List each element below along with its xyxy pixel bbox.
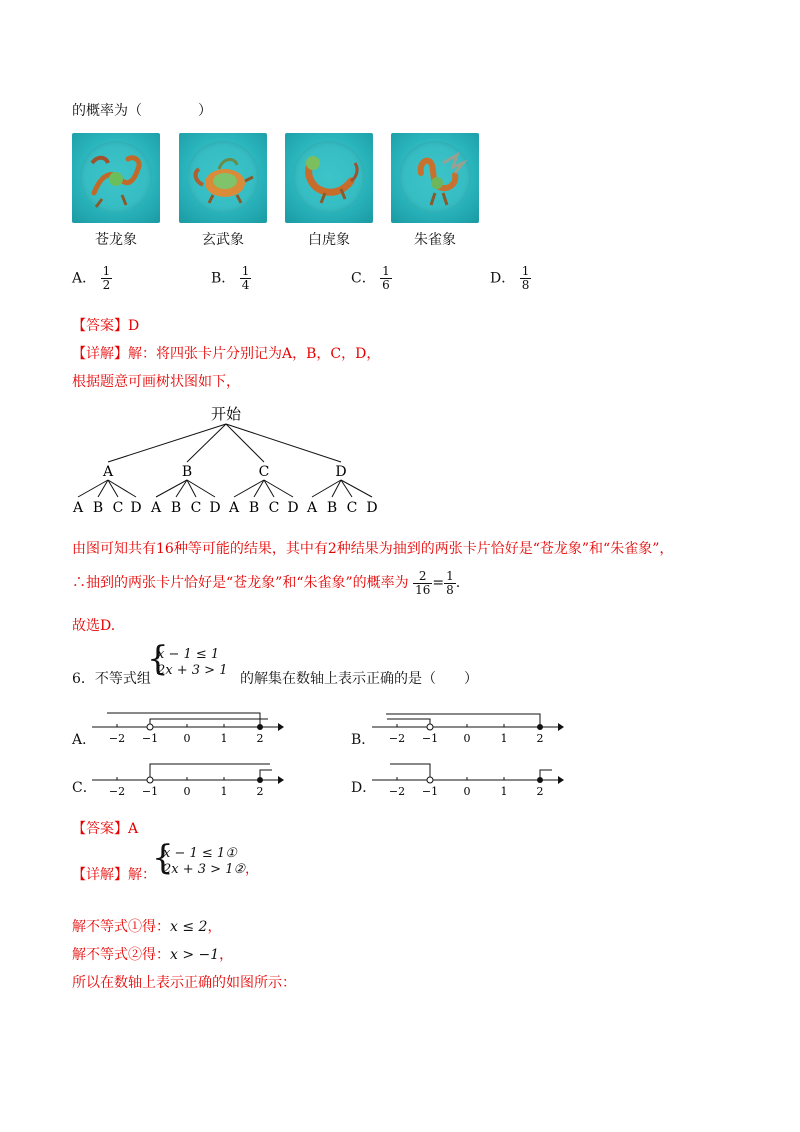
svg-text:1: 1 xyxy=(220,732,228,745)
tree-intro: 根据题意可画树状图如下， xyxy=(72,374,240,390)
svg-text:1: 1 xyxy=(500,785,508,798)
svg-text:−1: −1 xyxy=(141,732,159,745)
svg-text:0: 0 xyxy=(463,785,471,798)
q6-option-a: A． xyxy=(72,732,97,748)
tree-root: 开始 xyxy=(210,405,242,423)
number-line-d xyxy=(372,758,564,800)
svg-text:−2: −2 xyxy=(388,732,406,745)
svg-text:−2: −2 xyxy=(388,785,406,798)
svg-text:0: 0 xyxy=(463,732,471,745)
svg-text:−1: −1 xyxy=(421,785,439,798)
tree-node: C xyxy=(258,464,270,480)
tree-leaf: C xyxy=(112,500,124,516)
option-a: A． $\frac{1}{2}$ xyxy=(72,264,111,292)
svg-text:0: 0 xyxy=(183,732,191,745)
option-b: B． $\frac{1}{4}$ xyxy=(211,264,250,292)
option-c: C． $\frac{1}{6}$ xyxy=(351,264,390,292)
svg-text:1: 1 xyxy=(220,785,228,798)
q6-option-b: B． xyxy=(351,732,376,748)
q6-system: x − 1 ≤ 1 2x + 3 > 1 xyxy=(157,647,228,678)
system-brace: { xyxy=(147,639,169,679)
svg-text:−2: −2 xyxy=(108,785,126,798)
card-caption: 苍龙象 xyxy=(95,232,137,248)
q6-option-d: D． xyxy=(351,780,377,796)
conclusion-1: 由图可知共有16种等可能的结果，其中有2种结果为抽到的两张卡片恰好是“苍龙象”和“朱雀象”， xyxy=(72,541,674,557)
tree-leaf: D xyxy=(130,500,142,516)
svg-text:1: 1 xyxy=(500,732,508,745)
tree-leaf: B xyxy=(326,500,338,516)
card-caption: 玄武象 xyxy=(202,232,244,248)
phoenix-medallion-image xyxy=(391,133,479,223)
tree-leaf: A xyxy=(150,500,162,516)
tree-node: A xyxy=(102,464,114,480)
tree-node: B xyxy=(181,464,193,480)
tree-leaf: C xyxy=(346,500,358,516)
number-line-b xyxy=(372,708,564,750)
tree-leaf: D xyxy=(366,500,378,516)
svg-text:−2: −2 xyxy=(108,732,126,745)
tree-leaf: B xyxy=(170,500,182,516)
svg-text:0: 0 xyxy=(183,785,191,798)
q6-option-c: C． xyxy=(72,780,97,796)
tree-leaf: A xyxy=(228,500,240,516)
tortoise-medallion-image xyxy=(179,133,267,223)
solution-1: 解不等式①得：x ≤ 2， xyxy=(72,919,222,935)
card-caption: 朱雀象 xyxy=(414,232,456,248)
q6-number: 6．不等式组 xyxy=(72,671,151,687)
detail-brace: { xyxy=(152,838,174,878)
phoenix-icon xyxy=(391,133,479,223)
tree-node: D xyxy=(335,464,347,480)
tree-leaf: B xyxy=(248,500,260,516)
tree-leaf: B xyxy=(92,500,104,516)
number-line-c xyxy=(92,758,284,800)
tree-leaf: A xyxy=(306,500,318,516)
tree-diagram xyxy=(60,400,400,520)
tiger-icon xyxy=(285,133,373,223)
tree-leaf: C xyxy=(190,500,202,516)
tree-leaf: D xyxy=(209,500,221,516)
dragon-medallion-image xyxy=(72,133,160,223)
svg-text:2: 2 xyxy=(536,732,544,745)
detail-text: 解：将四张卡片分别记为A，B，C，D， xyxy=(128,346,381,362)
q5-detail xyxy=(72,343,380,363)
final-statement: 所以在数轴上表示正确的如图所示： xyxy=(72,975,296,991)
q6-detail-system: x − 1 ≤ 1① 2x + 3 > 1②， xyxy=(163,846,259,877)
svg-text:−1: −1 xyxy=(141,785,159,798)
svg-text:2: 2 xyxy=(536,785,544,798)
q5-stem-tail: 的概率为（ ） xyxy=(72,103,212,119)
conclusion-2: ∴抽到的两张卡片恰好是“苍龙象”和“朱雀象”的概率为 $\frac{2}{16}$ = $\frac{1}{8}$ . xyxy=(72,568,461,597)
svg-text:2: 2 xyxy=(256,732,264,745)
q6-stem-tail: 的解集在数轴上表示正确的是（ ） xyxy=(240,671,478,687)
tortoise-icon xyxy=(179,133,267,223)
q6-answer: 【答案】A xyxy=(72,821,139,837)
q5-answer: 【答案】D xyxy=(72,318,140,334)
svg-text:2: 2 xyxy=(256,785,264,798)
choose-answer: 故选D. xyxy=(72,618,116,634)
tree-leaf: D xyxy=(287,500,299,516)
number-line-a xyxy=(92,708,284,750)
solution-2: 解不等式②得：x > −1， xyxy=(72,947,234,963)
detail-label: 【详解】 xyxy=(72,346,128,362)
card-caption: 白虎象 xyxy=(308,232,350,248)
tree-leaf: A xyxy=(72,500,84,516)
tree-leaf: C xyxy=(268,500,280,516)
q6-detail: 【详解】解： xyxy=(72,867,156,883)
tiger-medallion-image xyxy=(285,133,373,223)
option-d: D． $\frac{1}{8}$ xyxy=(490,264,530,292)
svg-text:−1: −1 xyxy=(421,732,439,745)
dragon-icon xyxy=(72,133,160,223)
